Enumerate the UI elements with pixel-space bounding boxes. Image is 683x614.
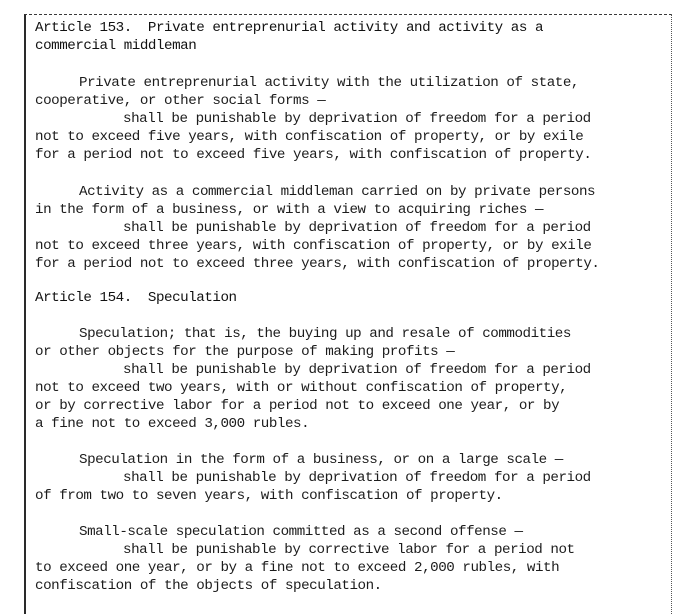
article-154-paragraph-1-line: not to exceed two years, with or without confiscation of property,	[35, 380, 568, 396]
article-153-paragraph-2-line: in the form of a business, or with a view to acquiring riches —	[35, 202, 544, 218]
article-154-paragraph-3-line: Small-scale speculation committed as a second offense —	[79, 524, 523, 540]
article-154-paragraph-3-line: confiscation of the objects of speculation.	[35, 578, 382, 594]
article-154-paragraph-3-line: shall be punishable by corrective labor for a period not	[123, 542, 575, 558]
article-154-paragraph-2-line: Speculation in the form of a business, or on a large scale —	[79, 452, 563, 468]
article-154-paragraph-3-line: to exceed one year, or by a fine not to exceed 2,000 rubles, with	[35, 560, 560, 576]
article-154-paragraph-1-line: a fine not to exceed 3,000 rubles.	[35, 416, 310, 432]
article-154-paragraph-1-line: shall be punishable by deprivation of freedom for a period	[123, 362, 591, 378]
article-153-heading-continued: commercial middleman	[35, 38, 197, 54]
article-153-paragraph-1-line: for a period not to exceed five years, with confiscation of property.	[35, 147, 592, 163]
article-153-paragraph-2-line: shall be punishable by deprivation of freedom for a period	[123, 220, 591, 236]
article-154-paragraph-1-line: or by corrective labor for a period not to exceed one year, or by	[35, 398, 560, 414]
article-154-heading: Article 154. Speculation	[35, 290, 237, 306]
article-153-paragraph-1-line: shall be punishable by deprivation of freedom for a period	[123, 111, 591, 127]
article-153-heading: Article 153. Private entreprenurial activity and activity as a	[35, 20, 544, 36]
article-153-paragraph-2-line: for a period not to exceed three years, with confiscation of property.	[35, 256, 600, 272]
article-153-paragraph-1-line: not to exceed five years, with confiscation of property, or by exile	[35, 129, 584, 145]
article-153-paragraph-1-line: Private entreprenurial activity with the utilization of state,	[79, 75, 579, 91]
article-153-paragraph-2-line: not to exceed three years, with confiscation of property, or by exile	[35, 238, 592, 254]
article-154-paragraph-1-line: or other objects for the purpose of making profits —	[35, 344, 455, 360]
article-154-paragraph-2-line: of from two to seven years, with confiscation of property.	[35, 488, 503, 504]
article-153-paragraph-1-line: cooperative, or other social forms —	[35, 93, 326, 109]
article-154-paragraph-2-line: shall be punishable by deprivation of freedom for a period	[123, 470, 591, 486]
article-154-paragraph-1-line: Speculation; that is, the buying up and resale of commodities	[79, 326, 571, 342]
article-153-paragraph-2-line: Activity as a commercial middleman carried on by private persons	[79, 184, 596, 200]
